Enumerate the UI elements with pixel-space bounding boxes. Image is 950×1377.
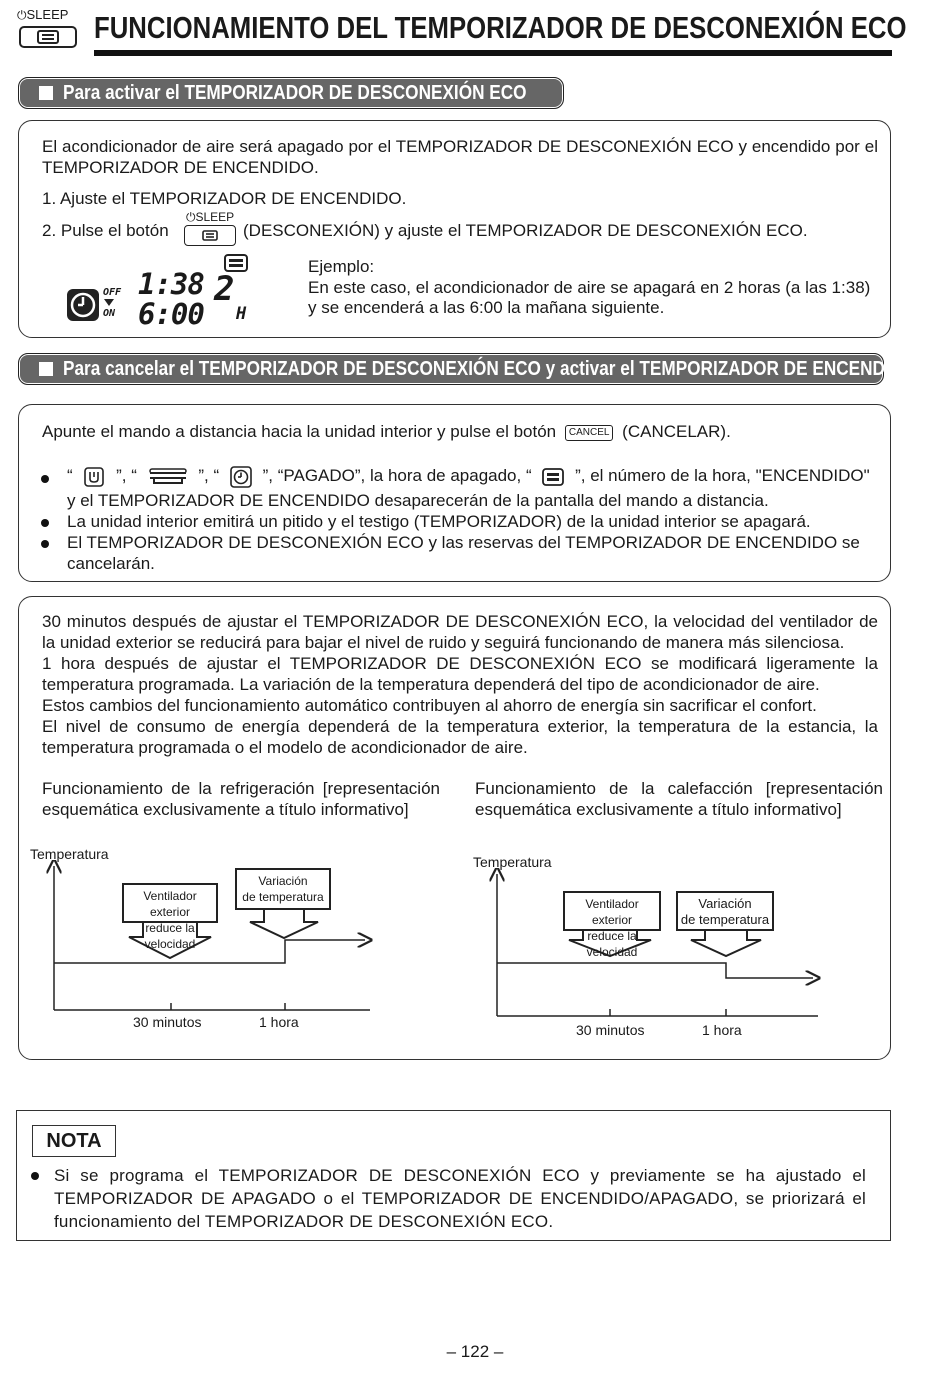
section2-intro: Apunte el mando a distancia hacia la unidad interior y pulse el botón CANCEL (CANCELAR). (42, 422, 731, 441)
heating-caption: Funcionamiento de la calefacción [representación esquemática exclusivamente a título informativo] (475, 779, 883, 819)
on-time: 6:00 (138, 297, 204, 331)
bullet-dot (31, 1172, 39, 1180)
remote-display (66, 252, 256, 330)
off-label: OFF (103, 287, 122, 298)
example-title: Ejemplo: (308, 257, 375, 276)
heating-box-temp: Variación de temperatura (676, 891, 774, 931)
step-2-rest: (DESCONEXIÓN) y ajuste el TEMPORIZADOR DE DESCONEXIÓN ECO. (243, 221, 808, 240)
section3-para-1: 30 minutos después de ajustar el TEMPORIZADOR DE DESCONEXIÓN ECO, la velocidad del ventilador de la unidad exterior se reducirá para bajar el nivel de ruido y seguirá funcionando de manera más silenciosa. (42, 612, 878, 652)
nota-tag: NOTA (32, 1125, 116, 1157)
square-bullet-icon (39, 362, 53, 376)
heating-ylabel: Temperatura (473, 854, 552, 870)
step-2: 2. Pulse el botón (42, 221, 169, 240)
power-icon: ⏻ (186, 210, 196, 224)
timer-clock-icon (230, 466, 252, 488)
bed-icon (202, 230, 218, 241)
sleep-key (19, 26, 77, 48)
section1-intro: El acondicionador de aire será apagado por el TEMPORIZADOR DE DESCONEXIÓN ECO y encendido por el TEMPORIZADOR DE ENCENDIDO. (42, 137, 878, 177)
hours-value: 2 (214, 269, 235, 309)
page-title: FUNCIONAMIENTO DEL TEMPORIZADOR DE DESCONEXIÓN ECO (94, 10, 907, 45)
bullet-1-line-2: y el TEMPORIZADOR DE ENCENDIDO desaparecerán de la pantalla del mando a distancia. (67, 491, 769, 510)
sleep-button-inline: ⏻SLEEP (184, 211, 238, 247)
step-1: 1. Ajuste el TEMPORIZADOR DE ENCENDIDO. (42, 189, 407, 208)
example-line-2: y se encenderá a las 6:00 la mañana siguiente. (308, 298, 665, 317)
section1-heading: Para activar el TEMPORIZADOR DE DESCONEXIÓN ECO (18, 77, 564, 109)
bullet-3: El TEMPORIZADOR DE DESCONEXIÓN ECO y las reservas del TEMPORIZADOR DE ENCENDIDO se cancelarán. (67, 533, 860, 573)
eco-sleep-icon (83, 466, 105, 488)
bed-icon (37, 30, 59, 44)
cooling-ylabel: Temperatura (30, 846, 109, 862)
bullet-2: La unidad interior emitirá un pitido y el testigo (TEMPORIZADOR) de la unidad interior se apagará. (67, 512, 811, 531)
nota-text: Si se programa el TEMPORIZADOR DE DESCONEXIÓN ECO y previamente se ha ajustado el TEMPORIZADOR DE APAGADO o el TEMPORIZADOR DE ENCENDIDO/APAGADO, se priorizará el funcionamiento del TEMPORIZADOR DE DESCONEXIÓN ECO. (54, 1166, 866, 1231)
cooling-box-fan: Ventilador exterior reduce la velocidad (122, 883, 218, 923)
bullet-dot (41, 475, 49, 483)
cancel-key: CANCEL (565, 425, 614, 441)
cooling-caption: Funcionamiento de la refrigeración [representación esquemática exclusivamente a título informativo] (42, 779, 440, 819)
section2-heading: Para cancelar el TEMPORIZADOR DE DESCONEXIÓN ECO y activar el TEMPORIZADOR DE ENCENDIDO (18, 353, 884, 385)
cooling-tick-1h: 1 hora (259, 1014, 299, 1030)
page-number: – 122 – (446, 1342, 504, 1361)
cooling-box-temp: Variación de temperatura (235, 868, 331, 910)
timer-clock-icon (66, 288, 100, 322)
on-label: ON (103, 308, 116, 319)
heating-tick-1h: 1 hora (702, 1022, 742, 1038)
arrow-down-icon (104, 299, 114, 306)
power-icon: ⏻ (17, 8, 27, 22)
bullet-dot (41, 519, 49, 527)
bullet-1-line-1: “ ”, “ ”, “ ”, “PAGADO”, la hora de apagado, “ ”, el número de la hora, "ENCENDIDO" (67, 465, 870, 488)
section3-para-3: Estos cambios del funcionamiento automático contribuyen al ahorro de energía sin sacrificar el confort. (42, 696, 817, 715)
fan-speed-icon (148, 467, 188, 487)
section3-para-4: El nivel de consumo de energía dependerá de la temperatura exterior, la temperatura de la estancia, la temperatura programada o el modelo de acondicionador de aire. (42, 717, 878, 757)
off-time: 1:38 (138, 267, 204, 301)
example-line-1: En este caso, el acondicionador de aire se apagará en 2 horas (a las 1:38) (308, 278, 871, 297)
bullet-dot (41, 540, 49, 548)
sleep-button-logo (17, 7, 79, 49)
section3-para-2: 1 hora después de ajustar el TEMPORIZADOR DE DESCONEXIÓN ECO se modificará ligeramente la temperatura programada. La variación de la temperatura dependerá del tipo de acondicionador de aire. (42, 654, 878, 694)
hours-unit: H (236, 304, 247, 324)
heating-tick-30min: 30 minutos (576, 1022, 645, 1038)
heating-box-fan: Ventilador exterior reduce la velocidad (563, 891, 661, 931)
cooling-tick-30min: 30 minutos (133, 1014, 202, 1030)
bed-icon (542, 468, 564, 486)
sleep-label: SLEEP (26, 7, 69, 22)
title-rule (94, 50, 892, 56)
square-bullet-icon (39, 86, 53, 100)
